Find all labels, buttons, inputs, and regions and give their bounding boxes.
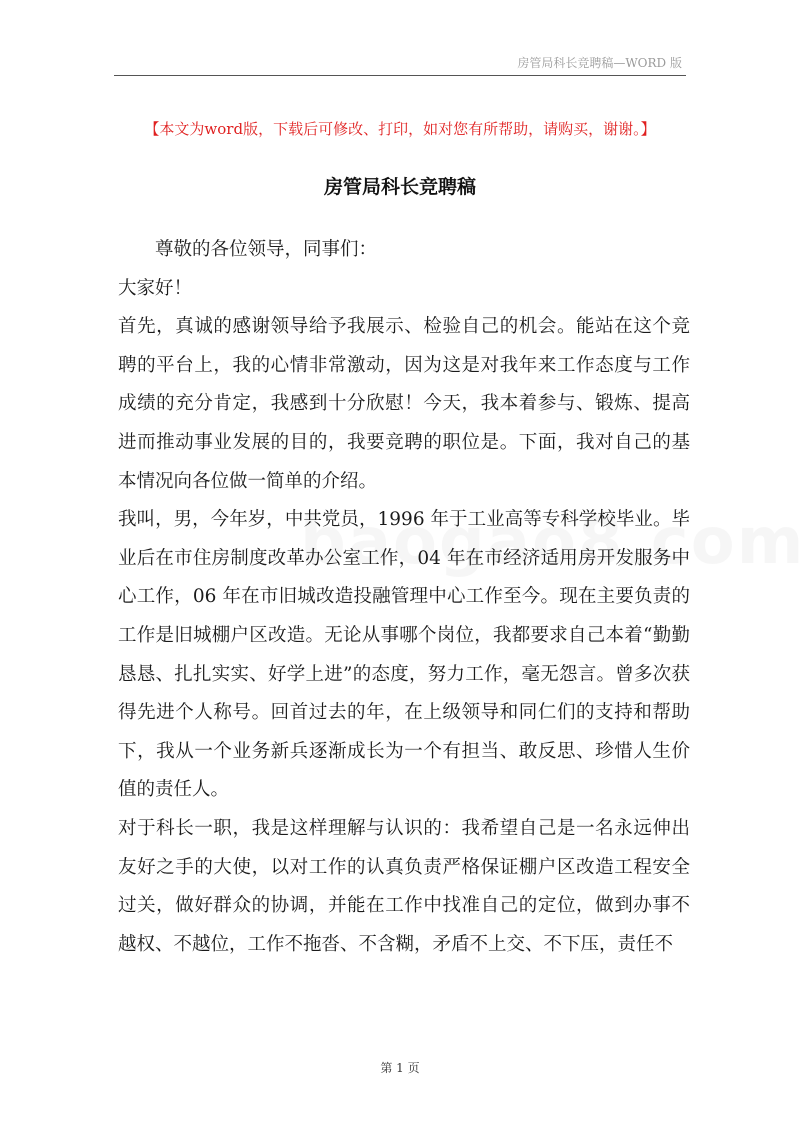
page-header-title: 房管局科长竞聘稿—WORD 版 bbox=[517, 56, 682, 70]
paragraph-understanding: 对于科长一职，我是这样理解与认识的：我希望自己是一名永远伸出友好之手的大使，以对工作的认真负责严格保证棚户区改造工程安全过关，做好群众的协调，并能在工作中找准自己的定位，做到办事不越权、不越位，工作不拖沓、不含糊，矛盾不上交、不下压，责任不 bbox=[118, 817, 690, 955]
paragraph-background: 我叫，男，今年岁，中共党员，1996 年于工业高等专科学校毕业。毕业后在市住房制度改革办公室工作，04 年在市经济适用房开发服务中心工作，06 年在市旧城改造投融管理中心工作至今。现在主要负责的工作是旧城棚户区改造。无论从事哪个岗位，我都要求自己本着“勤勤恳恳、扎扎实实、好学上进”的态度，努力工作，毫无怨言。曾多次获得先进个人称号。回首过去的年，在上级领导和同仁们的支持和帮助下，我从一个业务新兵逐渐成长为一个有担当、敢反思、珍惜人生价值的责任人。 bbox=[118, 509, 690, 801]
document-body bbox=[118, 231, 690, 964]
paragraph-intro: 首先，真诚的感谢领导给予我展示、检验自己的机会。能站在这个竞聘的平台上，我的心情非常激动，因为这是对我年来工作态度与工作成绩的充分肯定，我感到十分欣慰！今天，我本着参与、锻炼、提高进而推动事业发展的目的，我要竞聘的职位是。下面，我对自己的基本情况向各位做一简单的介绍。 bbox=[118, 316, 690, 492]
page-number: 第 1 页 bbox=[380, 1061, 420, 1075]
document-title: 房管局科长竞聘稿 bbox=[323, 176, 476, 198]
header-divider bbox=[114, 75, 686, 76]
greeting-hello: 大家好！ bbox=[118, 277, 193, 299]
download-notice: 【本文为word版，下载后可修改、打印，如对您有所帮助，请购买，谢谢。】 bbox=[144, 120, 656, 138]
greeting-salutation: 尊敬的各位领导，同事们： bbox=[155, 239, 378, 260]
